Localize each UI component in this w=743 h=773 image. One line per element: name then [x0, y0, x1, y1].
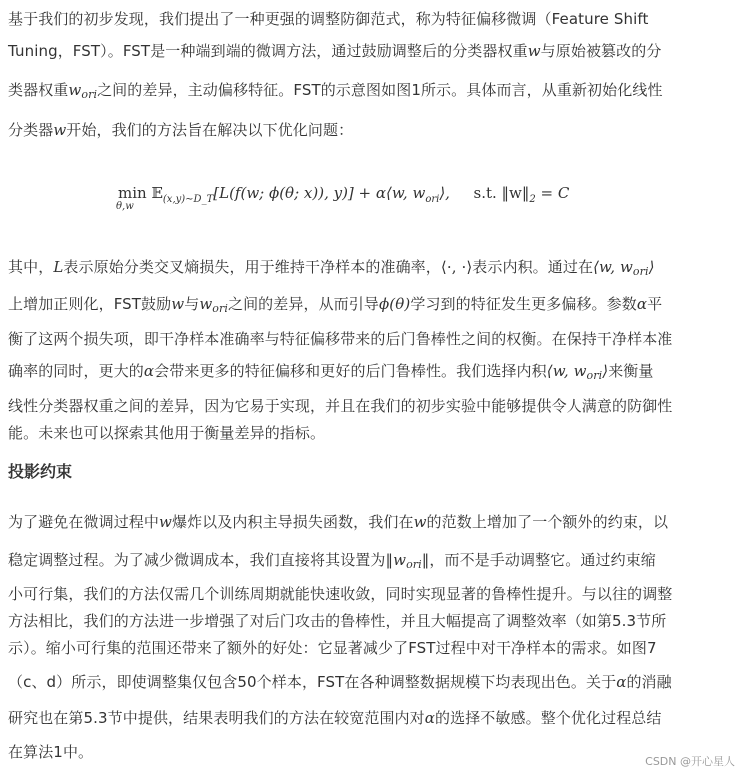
- math-inner-w-wori: ⟨w, $w_{ori}⟩$: [546, 362, 609, 382]
- equation-min: min θ,w: [116, 184, 147, 212]
- math-inner-product: ⟨·, ·⟩: [440, 258, 473, 276]
- math-w: w: [527, 42, 541, 60]
- section-heading: 投影约束: [8, 462, 73, 481]
- math-inner-w-wori: ⟨w, $w_{ori}⟩$: [593, 258, 655, 278]
- math-w-ori: $w_{ori}$: [68, 81, 98, 101]
- equation-min-subscript: θ,w: [116, 201, 134, 212]
- math-w-ori: $w_{ori}$: [199, 295, 228, 315]
- math-norm-wori: $‖w_{ori}‖$: [385, 551, 430, 571]
- math-alpha: α: [636, 295, 648, 313]
- math-L: L: [53, 258, 64, 276]
- paragraph2-line4: 确率的同时，更大的α会带来更多的特征偏移和更好的后门鲁棒性。我们选择内积⟨w, $w_{ori}⟩$来衡量: [8, 362, 654, 382]
- paragraph2-line6: 能。未来也可以探索其他用于衡量差异的指标。: [8, 424, 326, 442]
- math-alpha: α: [616, 673, 627, 691]
- paragraph2-line1: 其中，L表示原始分类交叉熵损失，用于维持干净样本的准确率，⟨·, ·⟩表示内积。通过在⟨w, $w_{ori}⟩$: [8, 258, 655, 278]
- paragraph1-line1: 基于我们的初步发现，我们提出了一种更强的调整防御范式，称为特征偏移微调（Feature Shift: [8, 10, 649, 28]
- math-phi-theta: ϕ(θ): [378, 295, 411, 313]
- equation-expectation: 𝔼$_{(x,y)\sim D\_T}$: [151, 184, 214, 205]
- math-w: w: [53, 121, 67, 139]
- equation-body: [L(f(w; ϕ(θ; x)), y)] + α⟨w, $w_{ori}⟩$,: [213, 184, 450, 205]
- paragraph1-line2: Tuning，FST）。FST是一种端到端的微调方法，通过鼓励调整后的分类器权重w与原始被篡改的分: [8, 42, 662, 60]
- math-w: w: [171, 295, 185, 313]
- paragraph1-line4: 分类器w开始，我们的方法旨在解决以下优化问题：: [8, 121, 354, 139]
- paragraph2-line5: 线性分类器权重之间的差异，因为它易于实现，并且在我们的初步实验中能够提供令人满意的防御性: [8, 397, 673, 415]
- paragraph3-line4: 方法相比，我们的方法进一步增强了对后门攻击的鲁棒性，并且大幅提高了调整效率（如第5.3节所: [8, 612, 667, 630]
- paragraph3-line6: （c、d）所示，即使调整集仅包含50个样本，FST在各种调整数据规模下均表现出色。关于α的消融: [8, 673, 672, 691]
- math-alpha: α: [143, 362, 155, 380]
- math-w: w: [159, 513, 172, 531]
- paragraph2-line2: 上增加正则化，FST鼓励w与$w_{ori}$之间的差异，从而引导ϕ(θ)学习到的特征发生更多偏移。参数α平: [8, 295, 663, 315]
- paragraph2-line3: 衡了这两个损失项，即干净样本准确率与特征偏移带来的后门鲁棒性之间的权衡。在保持干净样本准: [8, 330, 673, 348]
- paragraph3-line7: 研究也在第5.3节中提供，结果表明我们的方法在较宽范围内对α的选择不敏感。整个优化过程总结: [8, 709, 662, 727]
- csdn-watermark: CSDN @开心星人: [645, 755, 735, 768]
- paragraph3-line8: 在算法1中。: [8, 743, 94, 761]
- equation-constraint: s.t. $‖w‖_2 = C$: [473, 184, 570, 205]
- math-alpha: α: [424, 709, 435, 727]
- paragraph1-line3: 类器权重$w_{ori}$之间的差异，主动偏移特征。FST的示意图如图1所示。具体而言，从重新初始化线性: [8, 81, 663, 101]
- paragraph3-line5: 示）。缩小可行集的范围还带来了额外的好处：它显著减少了FST过程中对干净样本的需求。如图7: [8, 639, 657, 657]
- paragraph3-line1: 为了避免在微调过程中w爆炸以及内积主导损失函数，我们在w的范数上增加了一个额外的约束，以: [8, 513, 669, 531]
- math-w: w: [413, 513, 427, 531]
- paragraph3-line2: 稳定调整过程。为了减少微调成本，我们直接将其设置为$‖w_{ori}‖$，而不是手动调整它。通过约束缩: [8, 551, 656, 571]
- optimization-equation: [116, 184, 570, 212]
- paragraph3-line3: 小可行集，我们的方法仅需几个训练周期就能快速收敛，同时实现显著的鲁棒性提升。与以往的调整: [8, 585, 673, 603]
